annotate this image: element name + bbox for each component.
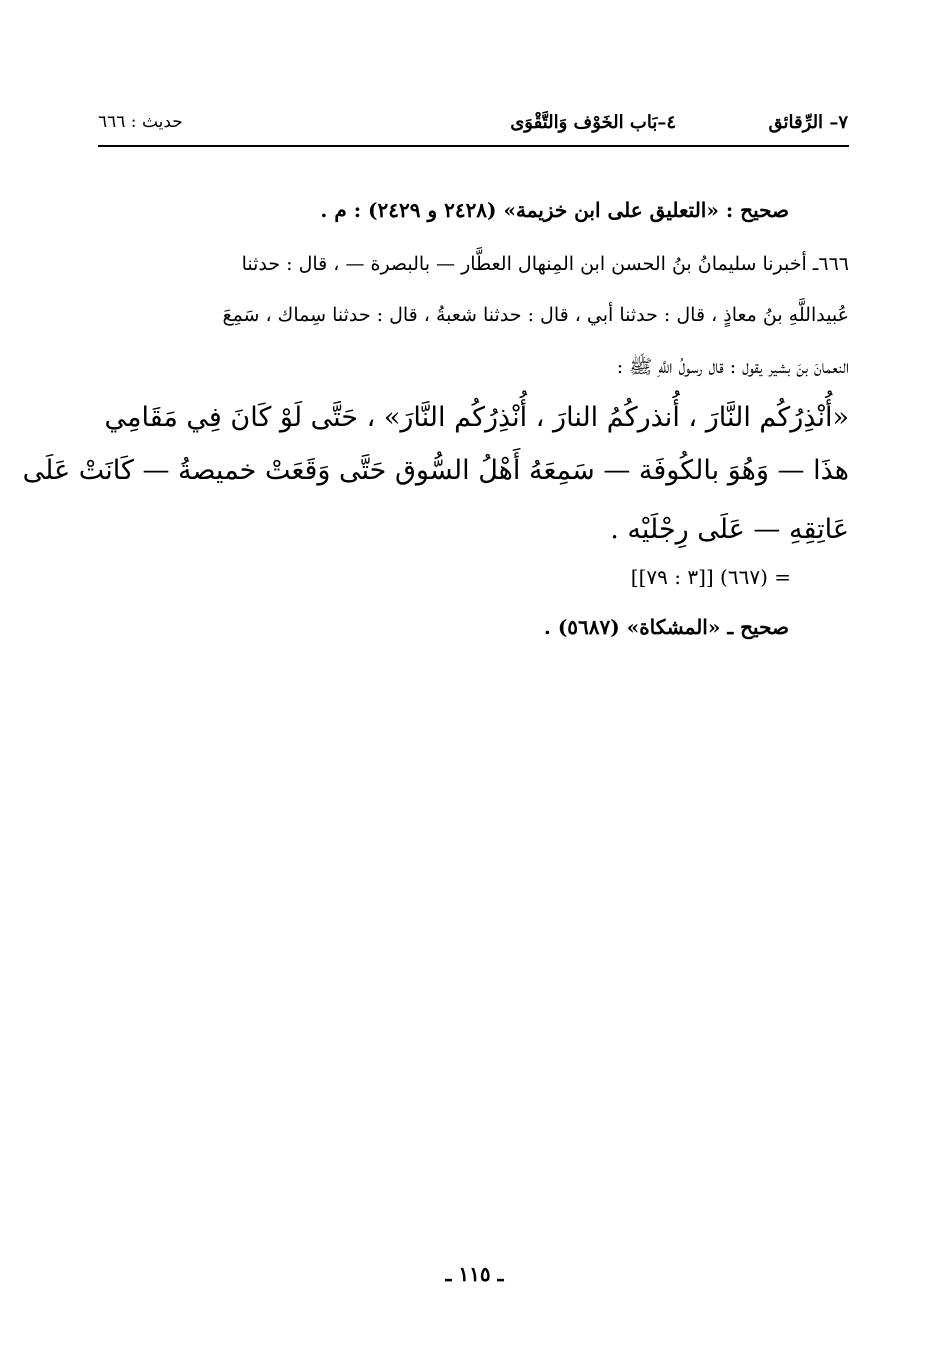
header-divider [98,145,849,147]
cross-reference: = (٦٦٧) [[٣ : ٧٩]] [630,565,791,589]
isnad-line: عُبيداللَّهِ بنُ معاذٍ ، قال : حدثنا أبي ، قال : حدثنا شعبةُ ، قال : حدثنا سِماك ، سَمِعَ [222,304,849,326]
isnad-line: ٦٦٦ـ أخبرنا سليمانُ بنُ الحسن ابن المِنهال العطَّار — بالبصرة — ، قال : حدثنا [241,253,849,275]
matn-line: عَاتِقِهِ — عَلَى رِجْلَيْه . [610,514,849,545]
grading-note-top: صحيح : «التعليق على ابن خزيمة» (٢٤٢٨ و ٢٤٢٩) : م . [320,198,789,222]
matn-line: هذَا — وَهُوَ بالكُوفَة — سَمِعَهُ أَهْلُ السُّوق حَتَّى وَقَعَتْ خميصةُ — كَانَتْ عَلَى [22,455,849,486]
page-number: ـ ١١٥ ـ [445,1262,504,1286]
section-title: ٤–بَاب الخَوْف وَالتَّقْوَى [510,112,676,133]
hadith-reference: حديث : ٦٦٦ [98,112,183,132]
running-header [98,112,848,138]
grading-note-bottom: صحيح ـ «المشكاة» (٥٦٨٧) . [543,615,789,639]
matn-line: «أُنْذِرُكُم النَّارَ ، أُنذركُمُ النارَ ، أُنْذِرُكُم النَّارَ» ، حَتَّى لَوْ كَانَ فِي مَقَامِي [104,402,849,433]
chapter-title: ٧– الرِّقائق [768,112,848,133]
isnad-line: النعمانَ بنَ بشير يقول : قال رسولُ اللَّهِ ﷺ : [616,356,849,378]
